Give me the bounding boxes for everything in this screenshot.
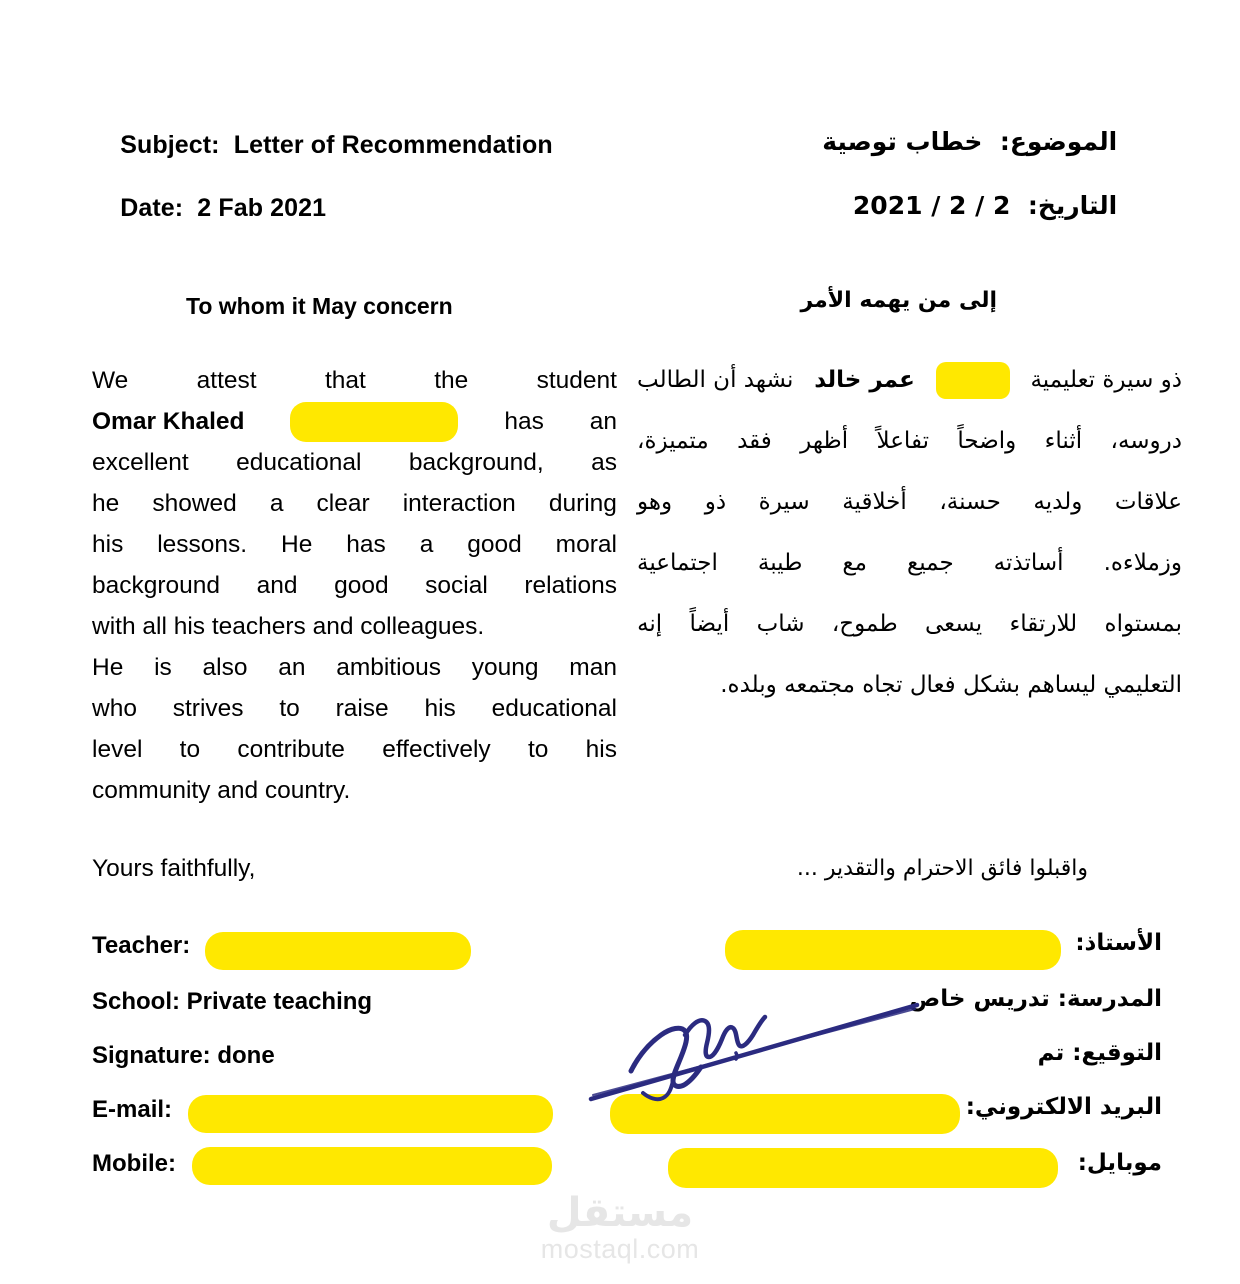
text-run: social: [425, 572, 488, 599]
text-run: relations: [524, 572, 617, 599]
text-run: community and country.: [92, 777, 351, 804]
header-subject-label-english: Subject:: [120, 131, 220, 159]
salutation-english: To whom it May concern: [186, 293, 453, 319]
footer-label-teacher-arabic: الأستاذ:: [1075, 930, 1162, 956]
paragraph-arabic-1-line-1: [637, 350, 1182, 411]
watermark-arabic-text: مستقل: [546, 1190, 694, 1236]
text-run: background: [92, 572, 221, 599]
text-run: We: [92, 367, 129, 394]
text-run: a: [419, 531, 434, 558]
text-run: أساتذته: [993, 550, 1064, 576]
paragraph-english-1: [92, 360, 617, 647]
paragraph-english-2-line-3: [92, 729, 617, 770]
text-run: to: [527, 736, 549, 763]
text-run: excellent: [92, 449, 189, 476]
text-run: his: [92, 531, 124, 558]
header-subject-label-arabic: الموضوع:: [999, 127, 1118, 156]
paragraph-english-2-line-1: [92, 647, 617, 688]
paragraph-arabic-2-line-2: [637, 655, 1182, 716]
text-run: جميع: [906, 550, 954, 576]
text-run: ذو: [704, 489, 727, 515]
text-run: the: [434, 367, 469, 394]
text-run: علاقات: [1114, 489, 1182, 515]
text-run: background,: [408, 449, 544, 476]
text-run: دروسه،: [1110, 428, 1182, 454]
header-date-arabic: [853, 162, 1152, 249]
text-run: moral: [555, 531, 617, 558]
text-run: contribute: [237, 736, 345, 763]
text-run: شاب: [756, 611, 805, 637]
paragraph-arabic-1-line-4: [637, 533, 1182, 594]
text-run: strives: [172, 695, 244, 722]
text-run: young: [471, 654, 539, 681]
text-run: during: [548, 490, 617, 517]
body-english: [92, 360, 617, 811]
text-run: clear: [316, 490, 370, 517]
text-run: level: [92, 736, 143, 763]
text-run: he: [92, 490, 120, 517]
header-date-value-arabic: 2 / 2 / 2021: [852, 191, 1011, 220]
header-date-label-arabic: التاريخ:: [1027, 191, 1118, 220]
footer-label-mobile-english: Mobile:: [92, 1150, 176, 1177]
text-run: lessons.: [157, 531, 248, 558]
closing-english: Yours faithfully,: [92, 855, 256, 882]
text-run: attest: [196, 367, 257, 394]
text-run: man: [569, 654, 617, 681]
text-run: فقد: [737, 428, 772, 454]
text-run: that: [324, 367, 366, 394]
footer-label-school-english: School: Private teaching: [92, 988, 373, 1015]
text-run: حسنة،: [939, 489, 1001, 515]
text-run: He: [92, 654, 124, 681]
text-run: أخلاقية: [842, 489, 907, 515]
text-run: to: [179, 736, 201, 763]
text-run: متميزة،: [637, 428, 709, 454]
watermark-latin-text: mostaql.com: [540, 1234, 700, 1264]
paragraph-english-2: [92, 647, 617, 811]
paragraph-english-1-line-6: [92, 565, 617, 606]
redaction-block-mobile-arabic: [668, 1148, 1058, 1188]
redaction-block-mobile-english: [192, 1147, 552, 1185]
redaction-block-email-arabic: [610, 1094, 960, 1134]
text-run: his: [424, 695, 456, 722]
paragraph-english-1-line-3: [92, 442, 617, 483]
closing-arabic: واقبلوا فائق الاحترام والتقدير ...: [796, 856, 1088, 881]
text-run: raise: [335, 695, 389, 722]
body-arabic: [637, 350, 1182, 716]
text-run: who: [92, 695, 137, 722]
text-run: educational: [491, 695, 617, 722]
text-run: has: [504, 408, 544, 435]
paragraph-english-1-line-1: [92, 360, 617, 401]
paragraph-arabic-2-line-1: [637, 594, 1182, 655]
text-run: مع: [842, 550, 867, 576]
text-run: أثناء: [1044, 428, 1083, 454]
text-run: showed: [152, 490, 237, 517]
text-run: good: [467, 531, 522, 558]
text-run: ولديه: [1033, 489, 1083, 515]
text-run: وزملاءه.: [1103, 550, 1182, 576]
text-run: تفاعلاً: [876, 428, 929, 454]
text-run: an: [278, 654, 306, 681]
text-run: has: [346, 531, 386, 558]
text-run: واضحاً: [957, 428, 1017, 454]
footer-label-email-english: E-mail:: [92, 1096, 173, 1123]
text-run: للارتقاء: [1009, 611, 1078, 637]
signature-image: [585, 995, 945, 1110]
text-run: to: [279, 695, 300, 722]
text-run: student: [536, 367, 617, 394]
footer-label-email-arabic: البريد الالكتروني:: [965, 1094, 1162, 1120]
text-run: أيضاً: [689, 611, 730, 637]
text-run: also: [202, 654, 248, 681]
text-run: He: [281, 531, 313, 558]
paragraph-english-1-line-7: [92, 606, 617, 647]
footer-label-mobile-arabic: موبايل:: [1077, 1150, 1162, 1176]
signature-svg: [585, 995, 945, 1110]
text-run: interaction: [402, 490, 516, 517]
text-run: نشهد أن الطالب: [637, 367, 794, 393]
redaction-block-teacher-arabic: [725, 930, 1061, 970]
student-name-english: Omar Khaled: [92, 408, 245, 435]
footer-label-teacher-english: Teacher:: [92, 932, 191, 959]
text-run: ذو سيرة تعليمية: [1030, 367, 1182, 393]
header-date-value-english: 2 Fab 2021: [197, 194, 327, 222]
salutation-arabic: إلى من يهمه الأمر: [800, 288, 997, 313]
text-run: educational: [236, 449, 362, 476]
paragraph-english-1-line-5: [92, 524, 617, 565]
redaction-block-email-english: [188, 1095, 553, 1133]
text-run: an: [589, 408, 617, 435]
text-run: التعليمي ليساهم بشكل فعال تجاه مجتمعه وبلده.: [720, 672, 1182, 698]
paragraph-arabic-1-line-2: [637, 411, 1182, 472]
text-run: good: [334, 572, 389, 599]
text-run: سيرة: [758, 489, 810, 515]
paragraph-arabic-1-line-3: [637, 472, 1182, 533]
header-subject-value-arabic: خطاب توصية: [822, 127, 983, 156]
text-run: a: [269, 490, 284, 517]
text-run: as: [591, 449, 617, 476]
paragraph-arabic-1: [637, 350, 1182, 594]
text-run: his: [585, 736, 617, 763]
student-name-arabic: عمر خالد: [814, 367, 915, 393]
header-date-english: [92, 165, 326, 252]
text-run: أظهر: [800, 428, 849, 454]
text-run: طيبة: [757, 550, 803, 576]
paragraph-english-1-line-4: [92, 483, 617, 524]
text-run: is: [154, 654, 172, 681]
text-run: with all his teachers and colleagues.: [92, 613, 485, 640]
paragraph-english-2-line-2: [92, 688, 617, 729]
redaction-block-teacher-english: [205, 932, 471, 970]
footer-label-school-arabic: المدرسة: تدريس خاص: [909, 986, 1162, 1012]
paragraph-english-2-line-4: [92, 770, 617, 811]
redaction-block-student-arabic: [936, 362, 1010, 399]
text-run: طموح،: [831, 611, 898, 637]
redaction-block-student-english: [290, 402, 458, 442]
text-run: وهو: [637, 489, 673, 515]
footer-label-signature-english: Signature: done: [92, 1042, 275, 1069]
text-run: إنه: [637, 611, 663, 637]
text-run: ambitious: [336, 654, 442, 681]
header-subject-value-english: Letter of Recommendation: [233, 131, 553, 159]
text-run: اجتماعية: [637, 550, 718, 576]
watermark: [0, 1192, 1240, 1264]
text-run: and: [256, 572, 298, 599]
paragraph-arabic-2: [637, 594, 1182, 716]
footer-label-signature-arabic: التوقيع: تم: [1037, 1040, 1162, 1066]
text-run: بمستواه: [1104, 611, 1182, 637]
text-run: يسعى: [924, 611, 983, 637]
paragraph-english-1-line-2: [92, 401, 617, 442]
header-date-label-english: Date:: [120, 194, 184, 222]
text-run: effectively: [382, 736, 491, 763]
